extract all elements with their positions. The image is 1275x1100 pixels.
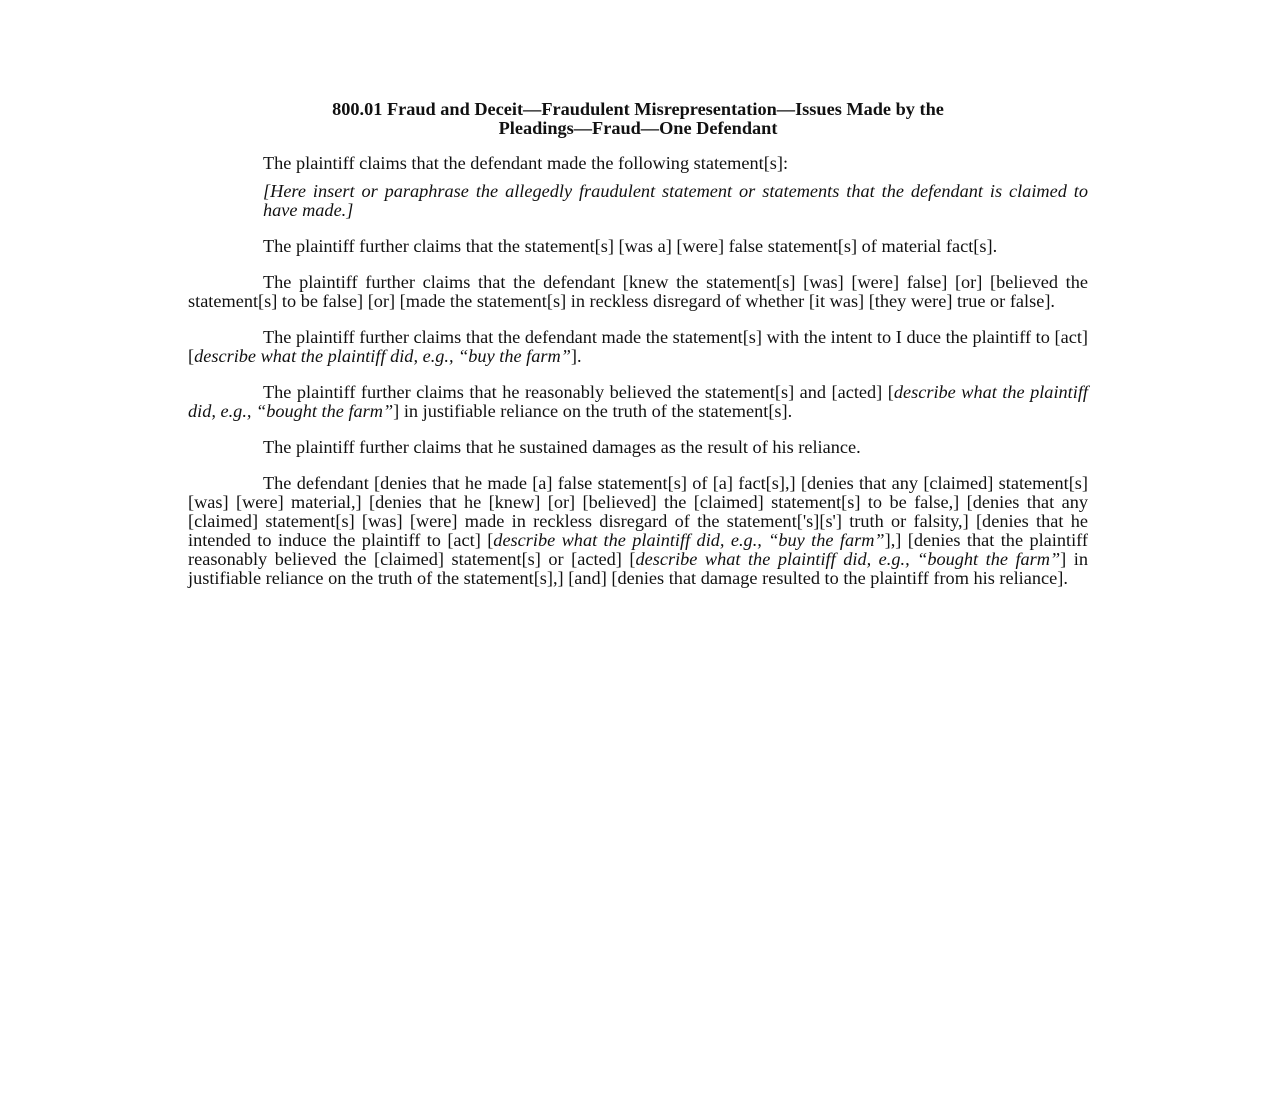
document-page — [188, 100, 1088, 605]
text-segment: The plaintiff claims that the defendant made the following statement[s]: — [263, 153, 789, 173]
text-segment: The plaintiff further claims that he reasonably believed the statement[s] and [acted] [ — [263, 382, 894, 402]
document-title — [188, 100, 1088, 138]
title-line-2: Pleadings—Fraud—One Defendant — [498, 118, 778, 138]
italic-instruction: describe what the plaintiff did, e.g., “bought the farm” — [635, 549, 1061, 569]
paragraph — [188, 438, 1088, 457]
italic-instruction: describe what the plaintiff did, e.g., “bought the farm” — [188, 382, 1088, 421]
italic-instruction: describe what the plaintiff did, e.g., “buy the farm” — [493, 530, 885, 550]
title-line-1: 800.01 Fraud and Deceit—Fraudulent Misrepresentation—Issues Made by the — [332, 99, 944, 119]
italic-instruction: describe what the plaintiff did, e.g., “buy the farm” — [194, 346, 571, 366]
text-segment: The plaintiff further claims that the statement[s] [was a] [were] false statement[s] of material fact[s]. — [263, 236, 998, 256]
text-segment: ] in justifiable reliance on the truth of the statement[s],] [and] [denies that damage resulted to the plaintiff from his reliance]. — [188, 549, 1088, 588]
text-segment: ] in justifiable reliance on the truth of the statement[s]. — [393, 401, 793, 421]
paragraph — [188, 273, 1088, 311]
paragraph — [188, 154, 1088, 173]
text-segment: The defendant [denies that he made [a] false statement[s] of [a] fact[s],] [denies that any [claimed] statement[s] [was] [were] material,] [denies that he [knew] [or] [believed] the [claimed] statement[s] to be false,] [denies that any [claimed] statement[s] [was] [were] made in reckless disregard of the statement['s][s'] truth or falsity,] [denies that he intended to induce the plaintiff to [act] [ — [188, 473, 1088, 550]
italic-instruction: [Here insert or paraphrase the allegedly fraudulent statement or statements that the defendant is claimed to have made.] — [263, 181, 1088, 220]
document-body — [188, 154, 1088, 588]
text-segment: The plaintiff further claims that he sustained damages as the result of his reliance. — [263, 437, 861, 457]
paragraph — [188, 474, 1088, 588]
paragraph — [263, 182, 1088, 220]
text-segment: The plaintiff further claims that the defendant [knew the statement[s] [was] [were] false] [or] [believed the statement[s] to be false] [or] [made the statement[s] in reckless disregard of whether [it was] [they were] true or false]. — [188, 272, 1088, 311]
text-segment: ],] [denies that the plaintiff reasonably believed the [claimed] statement[s] or [acted] [ — [188, 530, 1088, 569]
paragraph — [188, 383, 1088, 421]
paragraph — [188, 237, 1088, 256]
text-segment: ]. — [570, 346, 582, 366]
text-segment: The plaintiff further claims that the defendant made the statement[s] with the intent to I duce the plaintiff to [act] [ — [188, 327, 1088, 366]
paragraph — [188, 328, 1088, 366]
